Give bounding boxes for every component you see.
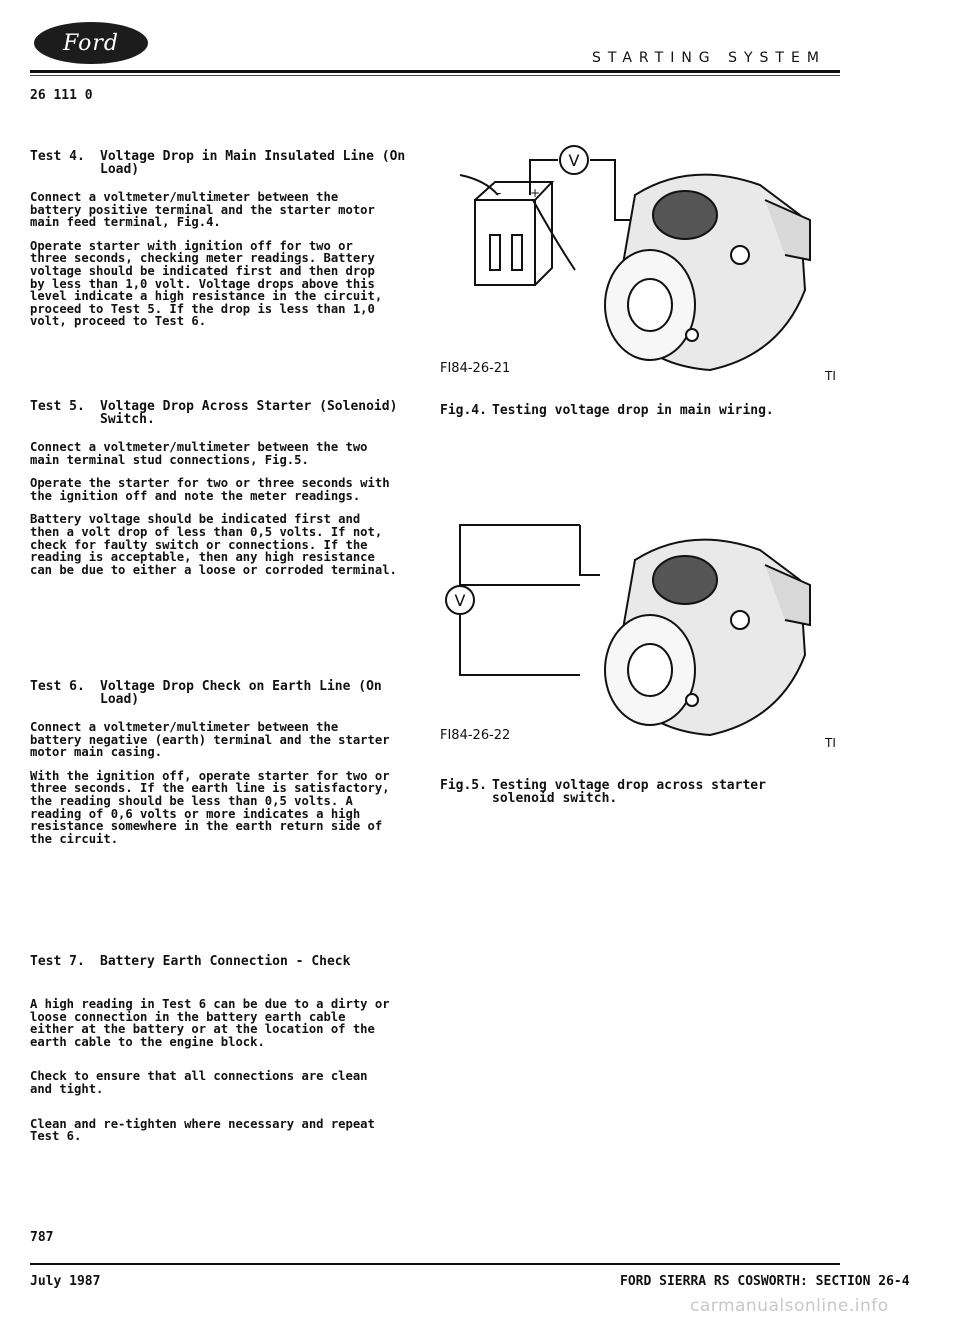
figure-caption-text: Testing voltage drop in main wiring.: [492, 403, 774, 418]
figure-4-illustration: [440, 140, 840, 380]
test-leads: [460, 160, 635, 270]
test-7-section: [30, 955, 425, 1143]
paragraph: A high reading in Test 6 can be due to a dirty or loose connection in the battery earth cable either at the battery or at the location of the earth cable to the engine block.: [30, 997, 390, 1049]
test-heading: [30, 680, 425, 706]
section-title: STARTING SYSTEM: [592, 50, 826, 66]
voltmeter-label: V: [454, 591, 466, 610]
starter-motor-drawing: [605, 175, 810, 370]
test-heading: [30, 400, 425, 426]
ford-logo: [34, 22, 148, 64]
test-heading: [30, 150, 425, 176]
test-heading: [30, 955, 425, 968]
battery-drawing: [475, 182, 552, 285]
battery-minus-label: -: [497, 186, 502, 200]
starter-motor-drawing: [605, 540, 810, 735]
paragraph: Clean and re-tighten where necessary and repeat Test 6.: [30, 1116, 375, 1144]
figure-4-label: FI84-26-21: [440, 361, 511, 376]
test-leads: [460, 525, 600, 675]
test-4-section: [30, 150, 425, 328]
paragraph: Connect a voltmeter/multimeter between the two main terminal stud connections, Fig.5.: [30, 440, 368, 467]
header-rule-thin: [30, 75, 840, 76]
figure-4-caption: [440, 404, 774, 417]
test-5-section: [30, 400, 425, 576]
figure-5-mark: TI: [825, 736, 836, 750]
test-title: Voltage Drop in Main Insulated Line (On Load): [100, 149, 406, 177]
test-number: Test 7.: [30, 954, 85, 969]
paragraph: Connect a voltmeter/multimeter between the battery positive terminal and the starter motor main feed terminal, Fig.4.: [30, 190, 375, 230]
voltmeter-label: V: [568, 151, 580, 170]
figure-5-caption: [440, 779, 766, 805]
header-rule: [30, 70, 840, 73]
test-title: Voltage Drop Across Starter (Solenoid) Switch.: [100, 399, 398, 427]
test-title: Voltage Drop Check on Earth Line (On Load): [100, 679, 382, 707]
figure-5-illustration: [440, 515, 840, 755]
test-6-section: [30, 680, 425, 845]
watermark: carmanualsonline.info: [690, 1296, 889, 1316]
footer-rule: [30, 1263, 840, 1265]
test-number: Test 5.: [30, 399, 85, 414]
reference-number: 26 111 0: [30, 88, 93, 103]
manual-title: FORD SIERRA RS COSWORTH: SECTION 26-4: [620, 1274, 910, 1289]
paragraph: Check to ensure that all connections are clean and tight.: [30, 1069, 368, 1096]
paragraph: Operate starter with ignition off for two or three seconds, checking meter readings. Battery voltage should be indicated first and then drop by less than 1,0 volt. Voltage drops above this level indicate a high resistance in the circuit, proceed to Test 5. If the drop is less than 1,0 volt, proceed to Test 6.: [30, 238, 383, 329]
figure-caption-number: Fig.4.: [440, 403, 487, 418]
battery-plus-label: +: [530, 186, 541, 200]
figure-4-mark: TI: [825, 369, 836, 380]
logo-text: Ford: [63, 30, 119, 56]
test-number: Test 4.: [30, 149, 85, 164]
paragraph: Operate the starter for two or three seconds with the ignition off and note the meter readings.: [30, 476, 390, 503]
figure-caption-number: Fig.5.: [440, 778, 487, 793]
figure-5-label: FI84-26-22: [440, 728, 511, 743]
test-number: Test 6.: [30, 679, 85, 694]
figure-caption-text: Testing voltage drop across starter solenoid switch.: [492, 778, 766, 806]
paragraph: Battery voltage should be indicated first and then a volt drop of less than 0,5 volts. If not, check for faulty switch or connections. If the reading is acceptable, then any high resistance can be due to either a loose or corroded terminal.: [30, 512, 397, 577]
paragraph: With the ignition off, operate starter for two or three seconds. If the earth line is satisfactory, the reading should be less than 0,5 volts. A reading of 0,6 volts or more indicates a high resistance somewhere in the earth return side of the circuit.: [30, 768, 390, 846]
page-number: 787: [30, 1230, 54, 1245]
test-title: Battery Earth Connection - Check: [100, 954, 351, 969]
publication-date: July 1987: [30, 1274, 101, 1289]
paragraph: Connect a voltmeter/multimeter between the battery negative (earth) terminal and the starter motor main casing.: [30, 720, 390, 760]
